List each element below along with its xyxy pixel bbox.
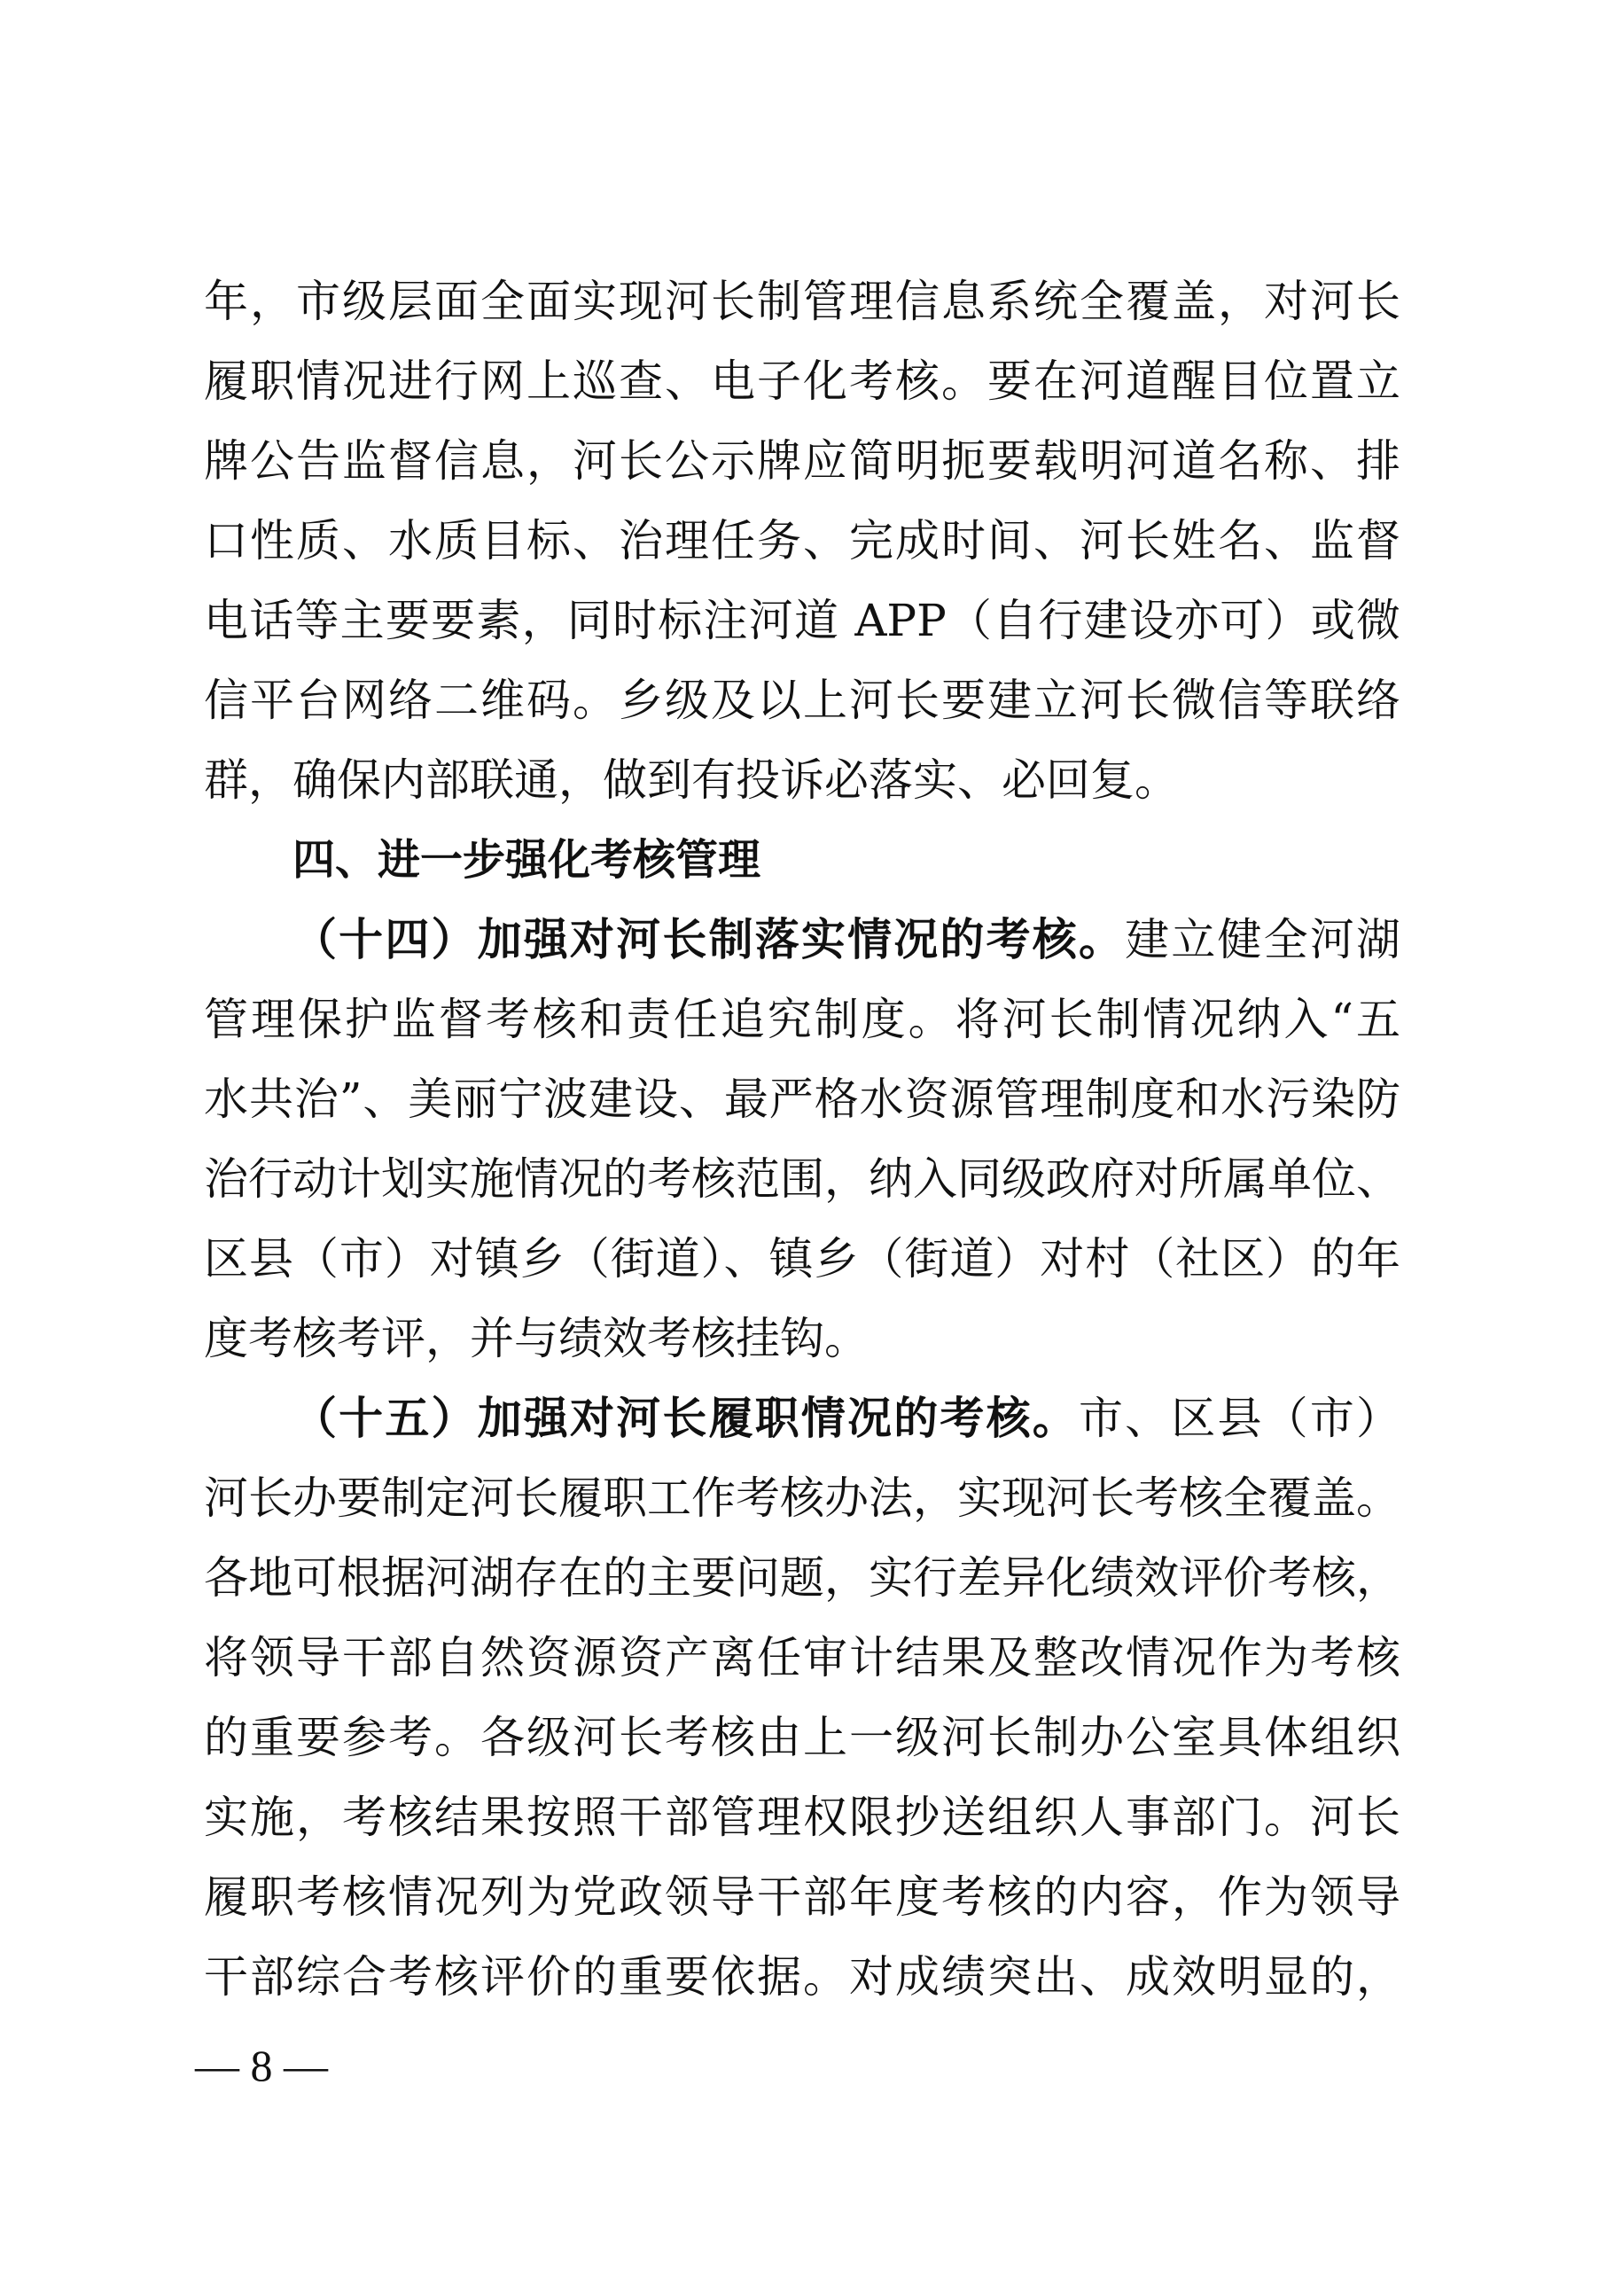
text-line: 牌公告监督信息，河长公示牌应简明扼要载明河道名称、排 [204, 435, 1400, 487]
text-line: 水共治”、美丽宁波建设、最严格水资源管理制度和水污染防 [204, 1074, 1400, 1125]
text-line: 年，市级层面全面实现河长制管理信息系统全覆盖，对河长 [204, 276, 1400, 327]
section-heading: 四、进一步强化考核管理 [292, 835, 761, 885]
paragraph-text: 市、区县（市） [1078, 1393, 1401, 1444]
text-line: 口性质、水质目标、治理任务、完成时间、河长姓名、监督 [204, 515, 1400, 566]
page-number: — 8 — [195, 2041, 328, 2090]
text-line: 治行动计划实施情况的考核范围，纳入同级政府对所属单位、 [204, 1153, 1400, 1205]
text-line: 实施，考核结果按照干部管理权限抄送组织人事部门。河长 [204, 1792, 1400, 1843]
text-line: 河长办要制定河长履职工作考核办法，实现河长考核全覆盖。 [204, 1472, 1400, 1524]
paragraph-lead: （十四）加强对河长制落实情况的考核。 [292, 913, 1126, 965]
text-line: 履职考核情况列为党政领导干部年度考核的内容，作为领导 [204, 1871, 1400, 1923]
text-line: 将领导干部自然资源资产离任审计结果及整改情况作为考核 [204, 1632, 1400, 1683]
paragraph-first-line [292, 904, 1400, 975]
text-line: 各地可根据河湖存在的主要问题，实行差异化绩效评价考核， [204, 1552, 1400, 1604]
paragraph-first-line [292, 1383, 1400, 1454]
text-line: 群，确保内部联通，做到有投诉必落实、必回复。 [204, 754, 1179, 806]
text-line: 管理保护监督考核和责任追究制度。将河长制情况纳入“五 [204, 994, 1400, 1045]
paragraph-lead: （十五）加强对河长履职情况的考核。 [292, 1392, 1079, 1444]
text-line: 区县（市）对镇乡（街道）、镇乡（街道）对村（社区）的年 [204, 1233, 1400, 1285]
paragraph-text: 建立健全河湖 [1125, 914, 1401, 965]
text-line: 的重要参考。各级河长考核由上一级河长制办公室具体组织 [204, 1712, 1400, 1763]
text-line: 信平台网络二维码。乡级及以上河长要建立河长微信等联络 [204, 675, 1400, 726]
text-line: 履职情况进行网上巡查、电子化考核。要在河道醒目位置立 [204, 355, 1400, 407]
text-line: 干部综合考核评价的重要依据。对成绩突出、成效明显的， [204, 1951, 1400, 2003]
text-line: 度考核考评，并与绩效考核挂钩。 [204, 1313, 869, 1364]
text-line: 电话等主要要素，同时标注河道 APP（自行建设亦可）或微 [204, 595, 1400, 646]
